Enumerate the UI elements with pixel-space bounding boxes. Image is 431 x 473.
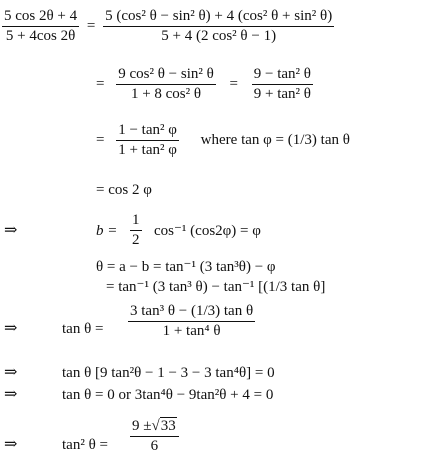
line-6: θ = a − b = tan⁻¹ (3 tan³θ) − φ	[96, 259, 276, 275]
denominator: 1 + tan² φ	[118, 142, 177, 158]
square-root: √33	[151, 418, 176, 434]
denominator: 1 + 8 cos² θ	[130, 86, 202, 102]
tan-fraction	[128, 303, 255, 340]
implies-arrow: ⇒	[4, 436, 18, 453]
fraction-phi	[116, 122, 179, 159]
lhs-numerator: 5 cos 2θ + 4	[2, 8, 79, 27]
numerator: 1 − tan² φ	[116, 122, 179, 141]
radicand: 33	[160, 418, 176, 434]
where-clause: where tan φ = (1/3) tan θ	[200, 131, 350, 148]
line-2	[96, 66, 313, 103]
rhs-denominator: 5 + 4 (2 cos² θ − 1)	[161, 28, 277, 44]
numerator: 9 cos² θ − sin² θ	[116, 66, 216, 85]
implies-arrow: ⇒	[4, 386, 18, 403]
numerator: 1	[130, 212, 142, 231]
b-equals: b =	[96, 223, 118, 239]
rhs-fraction	[103, 8, 334, 45]
factored-equation: tan θ [9 tan²θ − 1 − 3 − 3 tan⁴θ] = 0	[62, 365, 275, 381]
fraction-tan	[252, 66, 313, 103]
equals-sign: =	[96, 131, 105, 148]
lhs-fraction	[2, 8, 79, 45]
line-4: = cos 2 φ	[96, 182, 152, 198]
denominator: 1 + tan⁴ θ	[162, 323, 221, 339]
denominator: 9 + tan² θ	[253, 86, 311, 102]
final-fraction	[130, 418, 179, 455]
numerator: 9 − tan² θ	[252, 66, 313, 85]
line-1	[2, 8, 334, 45]
numerator-prefix: 9 ±	[132, 418, 152, 434]
denominator: 6	[150, 438, 159, 454]
half-fraction	[130, 212, 142, 249]
implies-arrow: ⇒	[4, 364, 18, 381]
equals-sign: =	[96, 75, 105, 92]
arccos-expression: cos⁻¹ (cos2φ) = φ	[154, 223, 261, 239]
implies-arrow: ⇒	[4, 320, 18, 337]
equals-sign: =	[229, 75, 239, 92]
numerator	[130, 418, 179, 437]
lhs-denominator: 5 + 4cos 2θ	[5, 28, 76, 44]
implies-arrow: ⇒	[4, 222, 18, 239]
line-3	[96, 122, 350, 159]
tan-theta-equals: tan θ =	[62, 321, 104, 337]
tan-squared-equals: tan² θ =	[62, 437, 108, 453]
numerator: 3 tan³ θ − (1/3) tan θ	[128, 303, 255, 322]
fraction-cos	[116, 66, 216, 103]
line-7: = tan⁻¹ (3 tan³ θ) − tan⁻¹ [(1/3 tan θ]	[106, 279, 326, 295]
quartic-equation: tan θ = 0 or 3tan⁴θ − 9tan²θ + 4 = 0	[62, 387, 274, 403]
rhs-numerator: 5 (cos² θ − sin² θ) + 4 (cos² θ + sin² θ)	[103, 8, 334, 27]
denominator: 2	[132, 232, 140, 248]
equals-sign: =	[86, 17, 96, 34]
